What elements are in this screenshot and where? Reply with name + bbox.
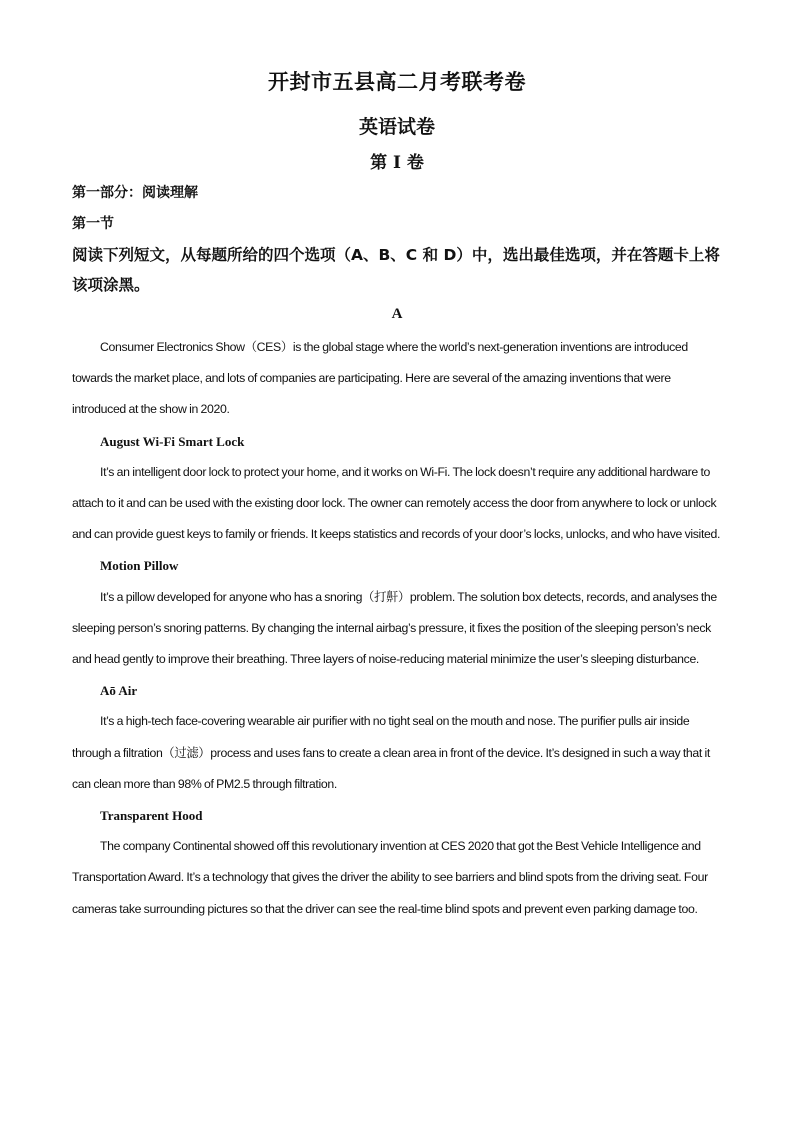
item-heading-ao-air: Aō Air bbox=[100, 683, 138, 699]
item-heading-motion-pillow: Motion Pillow bbox=[100, 558, 179, 574]
passage-label: A bbox=[391, 306, 403, 322]
item-heading-transparent-hood: Transparent Hood bbox=[100, 808, 203, 824]
subject-title: 英语试卷 bbox=[358, 116, 435, 138]
section-label: 第一节 bbox=[72, 216, 114, 232]
passage-body bbox=[72, 332, 722, 925]
item-text-motion-pillow: It’s a pillow developed for anyone who has a snoring（打鼾）problem. The solution box detects, records, and analyses the sleeping person’s snoring patterns. By changing the internal airbag’s pressure, it fixes the position of the sleeping person’s neck and head gently to improve their breathing. Three layers of noise-reducing material minimize the user’s sleeping disturbance. bbox=[72, 589, 717, 667]
item-text-smart-lock: It’s an intelligent door lock to protect your home, and it works on Wi-Fi. The lock doesn’t require any additional hardware to attach to it and can be used with the existing door lock. The owner can remotely access the door from anywhere to lock or unlock and can provide guest keys to family or friends. It keeps statistics and records of your door’s locks, unlocks, and who have visited. bbox=[72, 464, 721, 542]
volume-title: 第 I 卷 bbox=[370, 153, 424, 173]
passage-intro: Consumer Electronics Show（CES）is the global stage where the world’s next-generation inventions are introduced towards the market place, and lots of companies are participating. Here are several of the amazing inventions that were introduced at the show in 2020. bbox=[72, 340, 688, 417]
part-label: 第一部分：阅读理解 bbox=[72, 185, 198, 201]
item-heading-smart-lock: August Wi-Fi Smart Lock bbox=[100, 433, 245, 449]
instruction-text: 阅读下列短文，从每题所给的四个选项（A、B、C 和 D）中，选出最佳选项，并在答题卡上将该项涂黑。 bbox=[72, 246, 720, 294]
item-text-ao-air: It’s a high-tech face-covering wearable air purifier with no tight seal on the mouth and nose. The purifier pulls air inside through a filtration（过滤）process and uses fans to create a clean area in front of the device. It’s designed in such a way that it can clean more than 98% of PM2.5 through filtration. bbox=[72, 714, 710, 791]
item-text-transparent-hood: The company Continental showed off this revolutionary invention at CES 2020 that got the Best Vehicle Intelligence and Transportation Award. It’s a technology that gives the driver the ability to see barriers and blind spots from the driving seat. Four cameras take surrounding pictures so that the driver can see the real-time blind spots and prevent even parking damage too. bbox=[72, 839, 708, 916]
exam-title: 开封市五县高二月考联考卷 bbox=[268, 69, 526, 94]
